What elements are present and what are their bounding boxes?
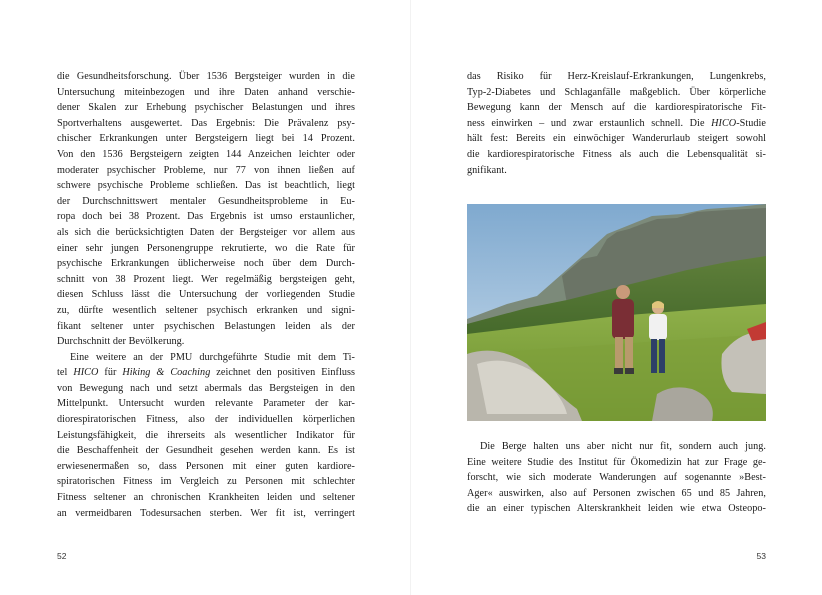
text-line: Sportverhaltens ausgewertet. Das Ergebnis: Die Prävalenz psy- bbox=[57, 117, 355, 129]
text-line: Eine weitere an der PMU durchgeführte Studie mit dem Ti- bbox=[70, 351, 355, 363]
photo-illustration bbox=[467, 204, 766, 421]
page-number: 53 bbox=[756, 551, 766, 561]
text-line: die Beschaffenheit der Gesundheit gesehen werden kann. Es ist bbox=[57, 445, 355, 457]
text-line: schnitt von 38 Prozent liegt. Wer regelmäßig bergsteigen geht, bbox=[57, 273, 355, 285]
left-body-text bbox=[57, 69, 355, 521]
text-line: an vermeidbaren Todesursachen sterben. Wer fit ist, verringert bbox=[57, 507, 355, 519]
text-line: gnifikant. bbox=[467, 164, 507, 176]
text-line: der Durchschnittswert mentaler Gesundheitsprobleme in Eu- bbox=[57, 195, 355, 207]
text-line bbox=[57, 365, 355, 381]
text-line: die an einer typischen Alterskrankheit leiden wie etwa Osteopo- bbox=[467, 503, 766, 515]
text-line: die kardiorespiratorische Fitness als auch die Lebensqualität si- bbox=[467, 148, 766, 160]
text-line: zu, dürfte wesentlich seltener psychisch erkranken und signi- bbox=[57, 304, 355, 316]
text-line: Leistungsfähigkeit, die ihrerseits als wesentlicher Indikator für bbox=[57, 429, 355, 441]
text-line: Mittelpunkt. Untersucht wurden relevante Parameter der kar- bbox=[57, 398, 355, 410]
text-line: erwiesenermaßen so, dass Personen mit einer guten kardiore- bbox=[57, 460, 355, 472]
text-run: tel bbox=[57, 367, 74, 379]
text-line: hält fest: Bereits ein einwöchiger Wanderurlaub steigert sowohl bbox=[467, 133, 766, 145]
text-line: einer sehr jungen Personengruppe rekrutierte, wo die Rate für bbox=[57, 242, 355, 254]
text-line: Typ-2-Diabetes und Schlaganfälle maßgeblich. Über körperliche bbox=[467, 86, 766, 98]
text-run: ness einwirken – und zwar erstaunlich schnell. Die bbox=[467, 117, 712, 129]
text-line: als sich die berücksichtigten Daten der Bergsteiger vor allem aus bbox=[57, 226, 355, 238]
text-line: psychische Erkrankungen üblicherweise noch über dem Durch- bbox=[57, 258, 355, 270]
right-body-text-bottom bbox=[467, 439, 766, 517]
text-line: fikant seltener unter psychischen Belastungen leiden als der bbox=[57, 320, 355, 332]
text-line: die Gesundheitsforschung. Über 1536 Bergsteiger wurden in die bbox=[57, 71, 355, 82]
text-line: Durchschnitt der Bevölkerung. bbox=[57, 336, 185, 348]
text-run: -Studie bbox=[736, 117, 766, 129]
text-line: moderater psychischer Probleme, nur 77 von ihnen ließen auf bbox=[57, 164, 355, 176]
page-number: 52 bbox=[57, 551, 67, 561]
text-line bbox=[467, 116, 766, 132]
text-run: zeichnet den positiven Einfluss bbox=[210, 367, 355, 379]
italic-run: HICO bbox=[73, 367, 99, 379]
text-line: chischer Erkrankungen unter Bergsteigern liegt bei 14 Prozent. bbox=[57, 133, 355, 145]
text-line: Die Berge halten uns aber nicht nur fit, sondern auch jung. bbox=[480, 441, 766, 452]
text-line: Ager« auswirken, also auf Personen zwischen 65 und 85 Jahren, bbox=[467, 487, 766, 499]
right-page bbox=[411, 0, 822, 595]
text-line: schwere psychische Probleme schließen. Das ist beachtlich, liegt bbox=[57, 180, 355, 192]
hikers-mountain-photo bbox=[467, 204, 766, 421]
text-line: forscht, wie sich moderate Wanderungen auf sogenannte »Best- bbox=[467, 472, 766, 484]
right-body-text-top bbox=[467, 69, 766, 178]
text-line: spiratorischen Fitness im Vergleich zu Personen mit schlechter bbox=[57, 476, 355, 488]
text-line: von Bewegung nach und setzt abermals das Bergsteigen in den bbox=[57, 382, 355, 394]
text-line: Untersuchung miteinbezogen und ihre Daten anhand verschie- bbox=[57, 86, 355, 98]
text-line: Eine weitere Studie des Institut für Ökomedizin hat zur Frage ge- bbox=[467, 456, 766, 468]
italic-run: HICO bbox=[711, 117, 737, 129]
text-line: diorespiratorischen Fitness, also der individuellen körperlichen bbox=[57, 414, 355, 426]
text-line: diesen Schluss lässt die Untersuchung der vorliegenden Studie bbox=[57, 289, 355, 301]
text-line: Bewegung kann der Mensch auf die kardiorespiratorische Fit- bbox=[467, 102, 766, 114]
text-run: für bbox=[98, 367, 123, 379]
text-line: dener Skalen zur Erhebung psychischer Belastungen und ihres bbox=[57, 102, 355, 114]
italic-run: Hiking & Coaching bbox=[122, 367, 211, 379]
text-line: Von den 1536 Bergsteigern zeigten 144 Anzeichen leichter oder bbox=[57, 148, 355, 160]
text-line: das Risiko für Herz-Kreislauf-Erkrankungen, Lungenkrebs, bbox=[467, 71, 766, 82]
text-line: ropa doch bei 38 Prozent. Das Ergebnis ist umso erstaunlicher, bbox=[57, 211, 355, 223]
text-line: Fitness seltener an chronischen Krankheiten leiden und seltener bbox=[57, 492, 355, 504]
